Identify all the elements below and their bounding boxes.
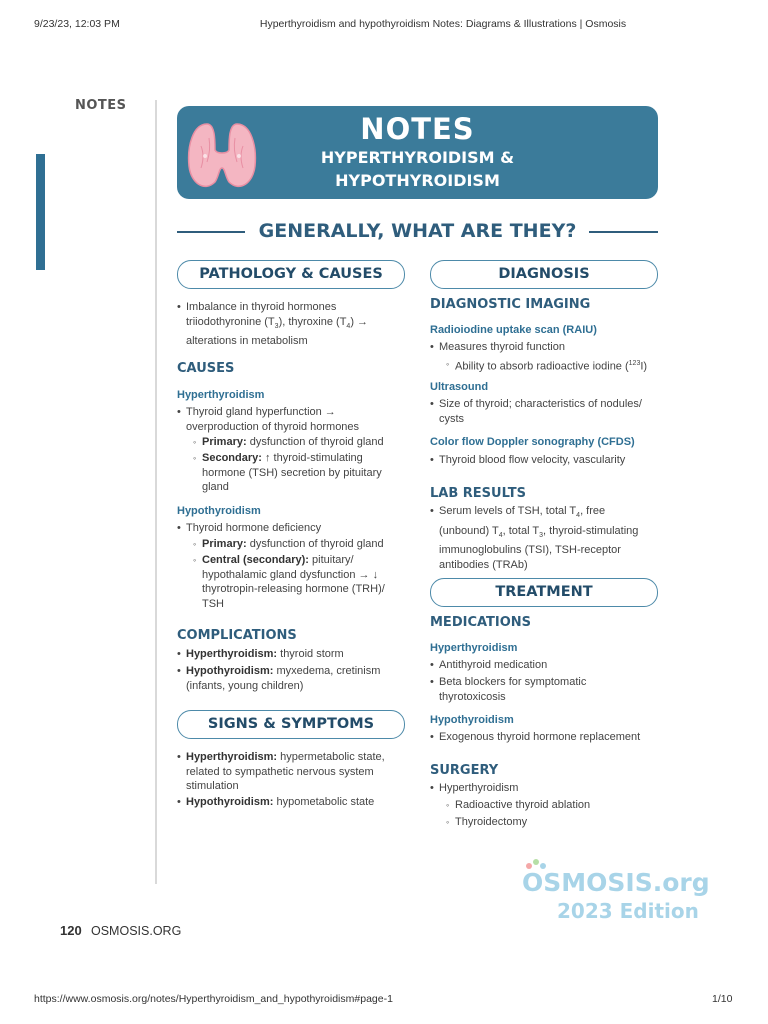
list-item-text: (infants, young children) bbox=[186, 679, 304, 692]
treatment-pill: TREATMENT bbox=[430, 578, 658, 607]
bullet: • bbox=[430, 731, 434, 743]
bullet: • bbox=[430, 505, 434, 517]
sub-bullet: ◦ bbox=[446, 800, 450, 810]
list-item-text: Size of thyroid; characteristics of nodules/ bbox=[439, 398, 642, 410]
sub-list-item-text: gland bbox=[202, 481, 229, 493]
sub-list-item-text: Radioactive thyroid ablation bbox=[455, 799, 591, 811]
list-item bbox=[177, 405, 405, 434]
print-page-counter: 1/10 bbox=[712, 993, 733, 1005]
ultrasound-heading: Ultrasound bbox=[430, 381, 489, 393]
list-item-text: Measures thyroid function bbox=[439, 341, 565, 353]
page-divider bbox=[155, 100, 157, 884]
print-url: https://www.osmosis.org/notes/Hyperthyroidism_and_hypothyroidism#page-1 bbox=[34, 993, 393, 1005]
list-item-text: cysts bbox=[439, 412, 465, 425]
causes-heading: CAUSES bbox=[177, 361, 235, 376]
list-item-text: (unbound) $T_4$, total $T_3$, thyroid-stimulating bbox=[439, 524, 639, 539]
list-item-text: Hypothyroidism: hypometabolic state bbox=[186, 796, 375, 808]
bullet: • bbox=[177, 751, 181, 763]
causes-hypo-heading: Hypothyroidism bbox=[177, 505, 261, 517]
section-title-text: GENERALLY, WHAT ARE THEY? bbox=[258, 220, 577, 242]
list-item bbox=[430, 504, 660, 572]
list-item-text: Hyperthyroidism: hypermetabolic state, bbox=[186, 751, 385, 763]
banner-subtitle-line-2: HYPOTHYROIDISM bbox=[335, 171, 500, 190]
sidebar-accent-bar bbox=[36, 154, 45, 270]
edition-label: 2023 Edition bbox=[557, 899, 699, 923]
list-item bbox=[430, 675, 660, 704]
bullet: • bbox=[430, 676, 434, 688]
medications-hypo-heading: Hypothyroidism bbox=[430, 714, 514, 726]
sub-list-item bbox=[446, 357, 660, 374]
sub-bullet: ◦ bbox=[193, 555, 197, 565]
signs-symptoms-pill: SIGNS & SYMPTOMS bbox=[177, 710, 405, 739]
list-item-text: Beta blockers for symptomatic bbox=[439, 676, 587, 688]
sub-bullet: ◦ bbox=[446, 817, 450, 827]
sub-list-item-text: hormone (TSH) secretion by pituitary bbox=[202, 466, 382, 479]
intro-bullet bbox=[177, 300, 405, 349]
diagnosis-pill: DIAGNOSIS bbox=[430, 260, 658, 289]
list-item bbox=[430, 658, 660, 673]
sub-list-item bbox=[193, 553, 405, 611]
list-item-text: Thyroid blood flow velocity, vascularity bbox=[439, 454, 626, 466]
list-item bbox=[177, 521, 405, 536]
sub-bullet: ◦ bbox=[193, 453, 197, 463]
bullet: • bbox=[177, 796, 181, 808]
bullet: • bbox=[177, 406, 181, 418]
intro-line-3: alterations in metabolism bbox=[186, 335, 308, 348]
list-item-text: Hypothyroidism: myxedema, cretinism bbox=[186, 665, 381, 677]
bullet: • bbox=[177, 648, 181, 660]
list-item-text: Serum levels of TSH, total $T_4$, free bbox=[439, 505, 606, 520]
osmosis-logo: OSMOSIS.org bbox=[522, 868, 710, 897]
sub-list-item-text: thyrotropin-releasing hormone (TRH)/ bbox=[202, 583, 385, 595]
list-item-text: antibodies (TRAb) bbox=[439, 558, 528, 571]
sub-list-item bbox=[193, 435, 405, 450]
bullet: • bbox=[177, 522, 181, 534]
lab-results-heading: LAB RESULTS bbox=[430, 486, 526, 501]
bullet: • bbox=[430, 398, 434, 410]
list-item bbox=[430, 340, 660, 355]
diagnostic-imaging-heading: DIAGNOSTIC IMAGING bbox=[430, 297, 591, 312]
list-item-text: immunoglobulins (TSI), TSH-receptor bbox=[439, 544, 621, 557]
medications-heading: MEDICATIONS bbox=[430, 615, 532, 630]
list-item bbox=[177, 647, 405, 662]
sub-bullet: ◦ bbox=[193, 539, 197, 549]
sub-list-item-text: Primary: dysfunction of thyroid gland bbox=[202, 538, 384, 550]
medications-hyper-heading: Hyperthyroidism bbox=[430, 642, 518, 654]
title-banner bbox=[177, 106, 658, 199]
list-item bbox=[430, 781, 660, 796]
surgery-heading: SURGERY bbox=[430, 763, 499, 778]
cfds-heading: Color flow Doppler sonography (CFDS) bbox=[430, 436, 635, 448]
list-item-text: related to sympathetic nervous system bbox=[186, 765, 374, 778]
sub-list-item-text: TSH bbox=[202, 597, 224, 610]
sub-list-item-text: Secondary: ↑ thyroid-stimulating bbox=[202, 452, 363, 464]
sub-list-item-text: Primary: dysfunction of thyroid gland bbox=[202, 436, 384, 448]
print-datetime: 9/23/23, 12:03 PM bbox=[34, 18, 120, 30]
footer-site-name: OSMOSIS.ORG bbox=[91, 924, 182, 938]
list-item-text: overproduction of thyroid hormones bbox=[186, 420, 360, 433]
list-item-text: Antithyroid medication bbox=[439, 659, 548, 671]
list-item-text: stimulation bbox=[186, 780, 239, 792]
raiu-heading: Radioiodine uptake scan (RAIU) bbox=[430, 324, 597, 336]
bullet: • bbox=[177, 301, 181, 313]
list-item bbox=[177, 750, 405, 794]
list-item bbox=[430, 730, 660, 745]
sub-list-item-text: Central (secondary): pituitary/ bbox=[202, 554, 354, 566]
list-item-text: Thyroid hormone deficiency bbox=[186, 522, 322, 534]
list-item-text: Hyperthyroidism: thyroid storm bbox=[186, 648, 344, 660]
bullet: • bbox=[430, 659, 434, 671]
list-item-text: Exogenous thyroid hormone replacement bbox=[439, 731, 641, 743]
bullet: • bbox=[430, 341, 434, 353]
bullet: • bbox=[430, 454, 434, 466]
bullet: • bbox=[430, 782, 434, 794]
list-item bbox=[430, 453, 660, 468]
sub-bullet: ◦ bbox=[446, 359, 450, 369]
intro-line-1: Imbalance in thyroid hormones bbox=[186, 301, 337, 313]
complications-heading: COMPLICATIONS bbox=[177, 628, 297, 643]
list-item-text: Hyperthyroidism bbox=[439, 782, 519, 794]
sub-list-item-text: Ability to absorb radioactive iodine ($^{123}$I) bbox=[455, 360, 648, 373]
sub-list-item-text: Thyroidectomy bbox=[455, 816, 528, 828]
sub-list-item-text: hypothalamic gland dysfunction → ↓ bbox=[202, 568, 379, 581]
list-item bbox=[430, 397, 660, 426]
sub-bullet: ◦ bbox=[193, 437, 197, 447]
banner-subtitle-line-1: HYPERTHYROIDISM & bbox=[320, 148, 515, 167]
page-number: 120 bbox=[60, 923, 82, 938]
section-title-rule-right bbox=[589, 231, 658, 233]
list-item-text: Thyroid gland hyperfunction → bbox=[186, 406, 336, 418]
banner-title: NOTES bbox=[360, 112, 475, 146]
list-item bbox=[177, 795, 405, 810]
intro-line-2: triiodothyronine $(T_3)$, thyroxine $(T_4)$ → bbox=[186, 315, 369, 330]
sub-list-item bbox=[193, 451, 405, 495]
sub-list-item bbox=[446, 798, 660, 813]
bullet: • bbox=[177, 665, 181, 677]
causes-hyper-heading: Hyperthyroidism bbox=[177, 389, 265, 401]
list-item-text: thyrotoxicosis bbox=[439, 690, 506, 703]
sub-list-item bbox=[193, 537, 405, 552]
pathology-causes-pill: PATHOLOGY & CAUSES bbox=[177, 260, 405, 289]
sidebar-notes-label: NOTES bbox=[75, 98, 127, 113]
sub-list-item bbox=[446, 815, 660, 830]
section-title bbox=[177, 218, 658, 246]
print-page-title: Hyperthyroidism and hypothyroidism Notes: Diagrams & Illustrations | Osmosis bbox=[259, 18, 627, 30]
list-item bbox=[177, 664, 405, 693]
